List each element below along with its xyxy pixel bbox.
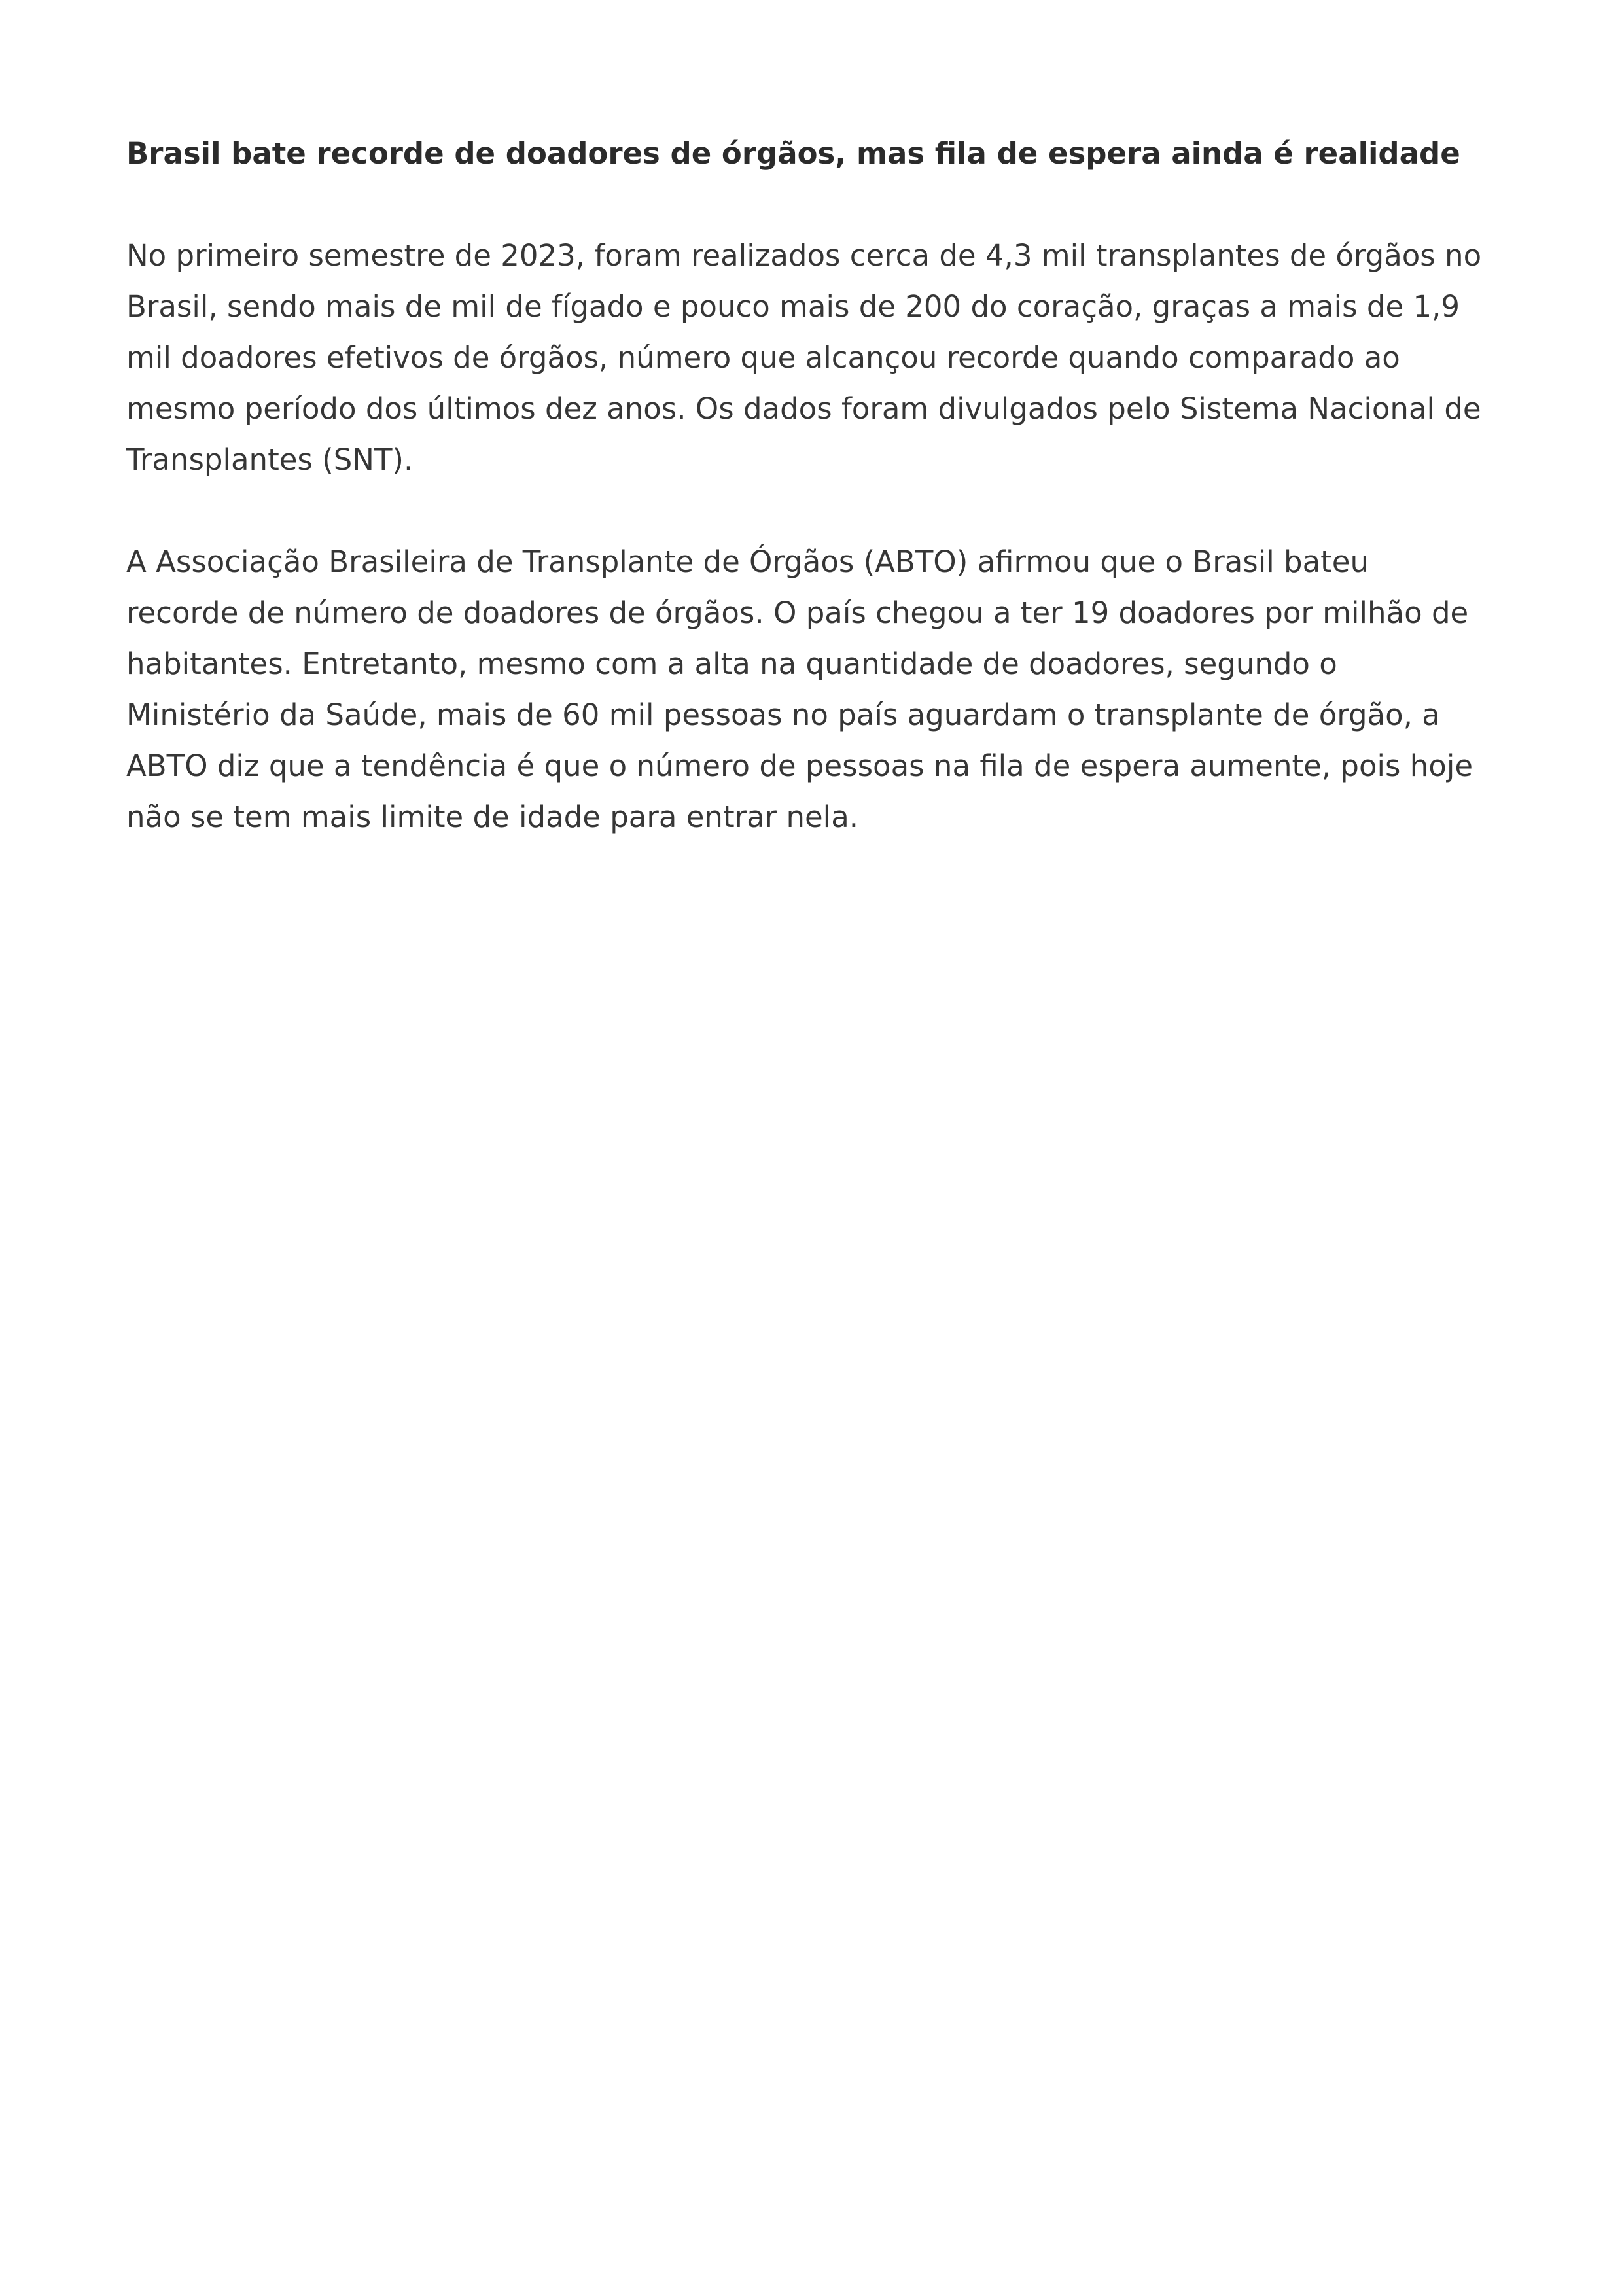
paragraph-2	[126, 537, 1500, 843]
paragraph-line: não se tem mais limite de idade para entrar nela.	[126, 800, 859, 834]
paragraph-line: A Associação Brasileira de Transplante de Órgãos (ABTO) afirmou que o Brasil bateu	[126, 544, 1369, 579]
paragraph-line: No primeiro semestre de 2023, foram realizados cerca de 4,3 mil transplantes de órgãos no	[126, 238, 1482, 273]
article-body	[126, 128, 1500, 843]
paragraph-line: ABTO diz que a tendência é que o número de pessoas na fila de espera aumente, pois hoje	[126, 749, 1473, 783]
paragraph-line: Brasil, sendo mais de mil de fígado e pouco mais de 200 do coração, graças a mais de 1,9	[126, 289, 1460, 324]
paragraph-line: recorde de número de doadores de órgãos. O país chegou a ter 19 doadores por milhão de	[126, 595, 1469, 630]
paragraph-1	[126, 230, 1500, 486]
paragraph-line: mil doadores efetivos de órgãos, número que alcançou recorde quando comparado ao	[126, 340, 1400, 375]
paragraph-line: mesmo período dos últimos dez anos. Os dados foram divulgados pelo Sistema Nacional de	[126, 391, 1481, 426]
paragraph-line: Transplantes (SNT).	[126, 442, 414, 477]
paragraph-line: habitantes. Entretanto, mesmo com a alta na quantidade de doadores, segundo o	[126, 646, 1337, 681]
article-title: Brasil bate recorde de doadores de órgãos, mas fila de espera ainda é realidade	[126, 136, 1460, 171]
paragraph-line: Ministério da Saúde, mais de 60 mil pessoas no país aguardam o transplante de órgão, a	[126, 698, 1440, 732]
